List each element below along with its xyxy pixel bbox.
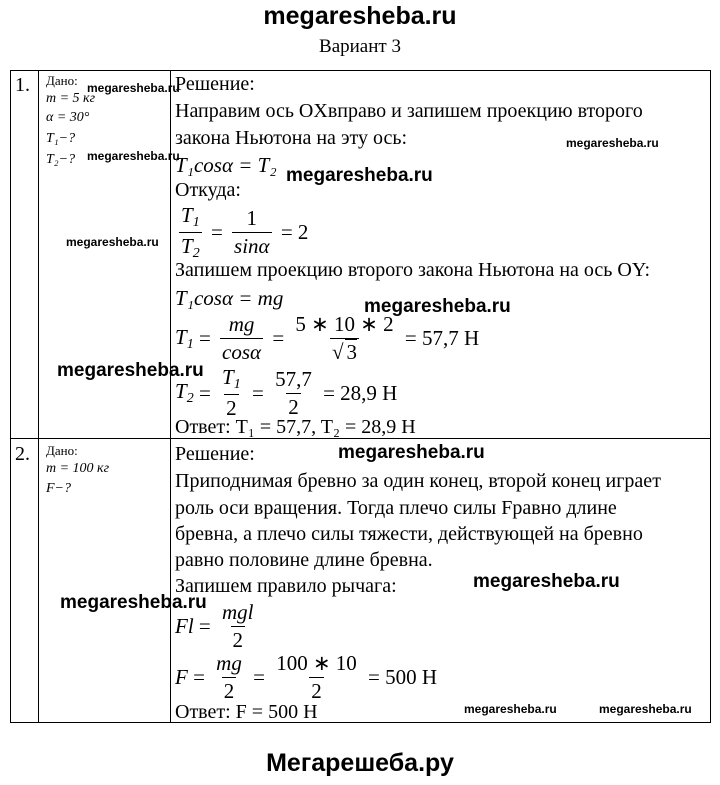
solution-text: закона Ньютона на эту ось:	[175, 127, 408, 149]
equation-fraction: $T_2$ = $\frac{T_1}{2}$ = $\frac{57,7}{2}$ = 28,9 Н	[175, 365, 398, 420]
solution-text: Запишем правило рычага:	[175, 575, 397, 597]
problem-number: 2.	[15, 443, 30, 465]
equation: T₁cosα = mg	[175, 286, 284, 310]
watermark: megaresheba.ru	[57, 360, 204, 381]
watermark: megaresheba.ru	[87, 81, 180, 95]
site-footer: Мегарешеба.ру	[266, 749, 454, 777]
equation-fraction: $\frac{T_1}{T_2}$ = $\frac{1}{\sin\alpha}$ = 2	[181, 203, 309, 261]
solution-heading: Решение:	[175, 73, 255, 95]
solution-text: бревна, а плечо силы тяжести, действующей на бревно	[175, 523, 643, 545]
watermark: megaresheba.ru	[60, 592, 207, 613]
equation: T₁cosα = T₂	[175, 153, 277, 177]
watermark: megaresheba.ru	[473, 571, 620, 592]
site-header: megaresheba.ru	[263, 2, 457, 30]
watermark: megaresheba.ru	[87, 149, 180, 163]
given-line: T₂−?	[46, 152, 76, 167]
watermark: megaresheba.ru	[599, 702, 692, 716]
equation-fraction: $T_1$ = $\frac{mg}{\cos\alpha}$ = $\frac{5 ∗ 10 ∗ 2}{√ 3}$ = 57,7 Н	[175, 312, 480, 364]
given-line: m = 5 кг	[46, 91, 96, 106]
watermark: megaresheba.ru	[66, 235, 159, 249]
problem-number: 1.	[15, 74, 30, 96]
given-label: Дано:	[46, 443, 78, 458]
watermark: megaresheba.ru	[364, 296, 511, 317]
solution-text: Запишем проекцию второго закона Ньютона на ось OY:	[175, 259, 651, 281]
given-line: α = 30°	[46, 110, 90, 125]
solution-text: Приподнимая бревно за один конец, второй конец играет	[175, 470, 661, 492]
solution-text: роль оси вращения. Тогда плечо силы Fравно длине	[175, 497, 617, 519]
solution-heading: Решение:	[175, 443, 255, 465]
variant-title: Вариант 3	[319, 36, 401, 57]
equation-fraction: F = $\frac{mg}{2}$ = $\frac{100 ∗ 10}{2}$ = 500 Н	[175, 651, 438, 703]
watermark: megaresheba.ru	[286, 165, 433, 186]
watermark: megaresheba.ru	[566, 136, 659, 150]
solution-text: равно половине длине бревна.	[175, 549, 433, 571]
given-label: Дано:	[46, 73, 78, 88]
watermark: megaresheba.ru	[338, 442, 485, 463]
given-line: T₁−?	[46, 131, 76, 146]
watermark: megaresheba.ru	[464, 702, 557, 716]
answer: Ответ: F = 500 Н	[175, 701, 318, 723]
given-line: F−?	[46, 481, 71, 496]
equation-fraction: Fl = $\frac{\text{mgl}}{2}$	[175, 600, 254, 652]
solution-text: Направим ось OXвправо и запишем проекцию второго	[175, 100, 643, 122]
solution-text: Откуда:	[175, 179, 241, 201]
answer: Ответ: T₁ = 57,7, T₂ = 28,9 Н	[175, 416, 416, 438]
given-line: m = 100 кг	[46, 461, 110, 476]
